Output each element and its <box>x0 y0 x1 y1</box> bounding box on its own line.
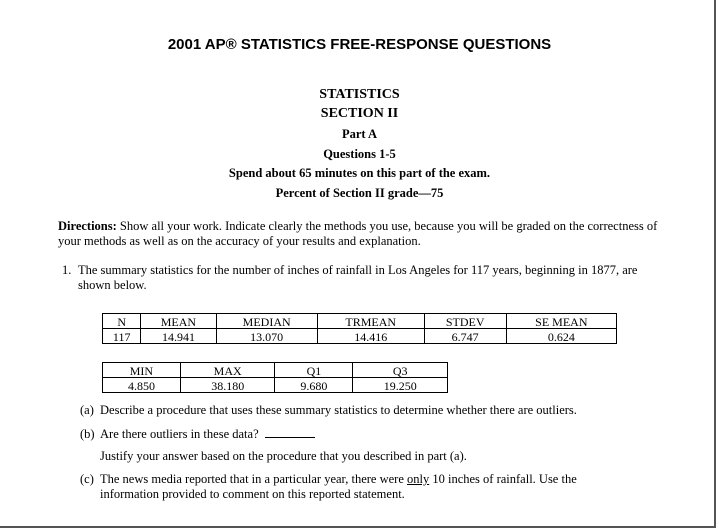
table-cell: 0.624 <box>506 329 616 344</box>
part-c-text-after: 10 inches of rainfall. Use the information provided to comment on this reported statement. <box>100 472 577 501</box>
table-cell: 19.250 <box>353 378 448 393</box>
summary-stats-table-1 <box>102 313 617 344</box>
table-cell: 14.416 <box>317 329 424 344</box>
part-a-text: Describe a procedure that uses these summary statistics to determine whether there are outliers. <box>100 403 577 417</box>
table-cell: 9.680 <box>275 378 353 393</box>
part-b-question: Are there outliers in these data? <box>100 427 259 441</box>
table-header-cell: MIN <box>103 363 181 378</box>
part-b-text <box>100 427 620 442</box>
directions-label: Directions: <box>58 219 117 233</box>
table-header-cell: SE MEAN <box>506 314 616 329</box>
table-header-cell: N <box>103 314 141 329</box>
questions-range: Questions 1-5 <box>323 147 396 161</box>
summary-stats-table-2 <box>102 362 448 393</box>
part-b <box>80 427 620 442</box>
table-cell: 38.180 <box>180 378 275 393</box>
table-header-cell: STDEV <box>424 314 506 329</box>
question-text: The summary statistics for the number of inches of rainfall in Los Angeles for 117 years, beginning in 1877, are shown below. <box>78 263 638 292</box>
time-instruction: Spend about 65 minutes on this part of the exam. <box>228 166 491 180</box>
part-a <box>80 403 620 418</box>
table-cell: 13.070 <box>216 329 317 344</box>
table-header-cell: MAX <box>180 363 275 378</box>
part-c-underlined: only <box>407 472 430 486</box>
table-row <box>103 378 448 393</box>
table-cell: 117 <box>103 329 141 344</box>
subject-heading: STATISTICS <box>319 87 400 102</box>
part-heading: Part A <box>341 127 378 141</box>
table-header-cell: MEAN <box>141 314 216 329</box>
section-heading: SECTION II <box>320 106 399 121</box>
table-header-row <box>103 363 448 378</box>
table-cell: 14.941 <box>141 329 216 344</box>
table-row <box>103 329 617 344</box>
directions-text: Show all your work. Indicate clearly the methods you use, because you will be graded on the correctness of your methods as well as on the accuracy of your results and explanation. <box>58 219 658 248</box>
part-b-label: (b) <box>80 427 95 441</box>
answer-blank <box>265 427 315 438</box>
table-cell: 4.850 <box>103 378 181 393</box>
question-number: 1. <box>62 263 72 277</box>
part-c <box>80 472 620 502</box>
part-c-text <box>100 472 620 502</box>
grade-percent: Percent of Section II grade—75 <box>275 186 444 200</box>
table-cell: 6.747 <box>424 329 506 344</box>
table-header-cell: Q1 <box>275 363 353 378</box>
part-c-label: (c) <box>80 472 94 486</box>
table-header-cell: Q3 <box>353 363 448 378</box>
page-title: 2001 AP® STATISTICS FREE-RESPONSE QUESTIONS <box>167 36 552 53</box>
part-c-text-before: The news media reported that in a particular year, there were <box>100 472 404 486</box>
directions <box>58 219 658 249</box>
part-b-follow: Justify your answer based on the procedure that you described in part (a). <box>100 449 467 463</box>
table-header-cell: MEDIAN <box>216 314 317 329</box>
table-header-cell: TRMEAN <box>317 314 424 329</box>
question-1 <box>62 263 652 293</box>
part-a-label: (a) <box>80 403 94 417</box>
table-header-row <box>103 314 617 329</box>
